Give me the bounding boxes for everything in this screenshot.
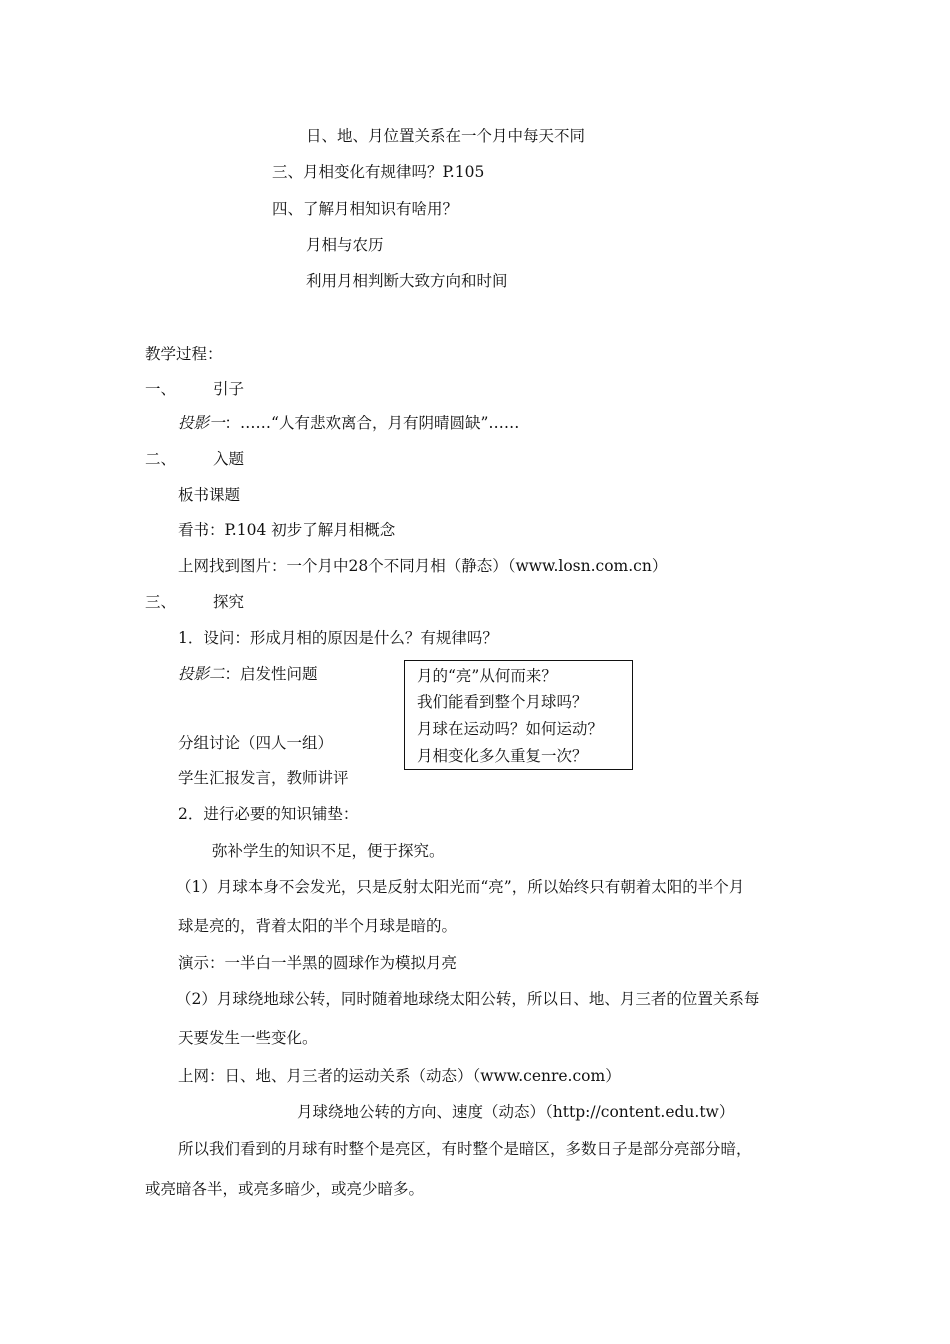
- projection-1-label: 投影一: [178, 414, 225, 432]
- projection-1-text: ：……“人有悲欢离合，月有阴晴圆缺”……: [224, 414, 520, 432]
- demo-line: 演示：一半白一半黑的圆球作为模拟月亮: [178, 954, 458, 972]
- box-line: 我们能看到整个月球吗？: [417, 693, 588, 711]
- box-line: 月球在运动吗？如何运动？: [417, 720, 604, 738]
- point-1-line-2: 球是亮的，背着太阳的半个月球是暗的。: [178, 917, 458, 935]
- point-1-line-1: （1）月球本身不会发光，只是反射太阳光而“亮”，所以始终只有朝着太阳的半个月: [176, 878, 745, 896]
- section-2-title: 入题: [213, 450, 245, 468]
- section-3-number: 三、: [145, 593, 177, 611]
- section-3-title: 探究: [213, 593, 245, 611]
- conclusion-line-1: 所以我们看到的月球有时整个是亮区，有时整个是暗区，多数日子是部分亮部分暗，: [178, 1140, 752, 1158]
- outline-line-2: 三、月相变化有规律吗？P.105: [272, 163, 485, 181]
- section-2-number: 二、: [145, 450, 177, 468]
- question-2: 2．进行必要的知识铺垫：: [178, 805, 359, 823]
- section-2-line-3: 上网找到图片：一个月中28个不同月相（静态）（www.losn.com.cn）: [178, 557, 668, 575]
- section-2-heading: [145, 448, 244, 470]
- question-box: [404, 660, 633, 770]
- section-2-line-2: 看书：P.104 初步了解月相概念: [178, 521, 396, 539]
- point-2-line-2: 天要发生一些变化。: [178, 1029, 318, 1047]
- section-1-title: 引子: [213, 380, 245, 398]
- projection-2-label: 投影二: [178, 665, 225, 683]
- projection-2: [178, 663, 318, 685]
- outline-line-3: 四、了解月相知识有啥用？: [272, 200, 459, 218]
- section-3-heading: [145, 591, 244, 613]
- point-2-line-1: （2）月球绕地球公转，同时随着地球绕太阳公转，所以日、地、月三者的位置关系每: [176, 990, 760, 1008]
- process-title: 教学过程：: [145, 345, 223, 363]
- box-line: 月相变化多久重复一次？: [417, 747, 588, 765]
- knowledge-fill: 弥补学生的知识不足，便于探究。: [212, 842, 445, 860]
- question-1: 1．设问：形成月相的原因是什么？有规律吗？: [178, 629, 498, 647]
- outline-line-4: 月相与农历: [306, 236, 384, 254]
- projection-2-text: ：启发性问题: [224, 665, 318, 683]
- projection-1: [178, 412, 519, 434]
- conclusion-line-2: 或亮暗各半，或亮多暗少，或亮少暗多。: [145, 1180, 425, 1198]
- box-line: 月的“亮”从何而来？: [417, 667, 557, 685]
- section-1-heading: [145, 378, 244, 400]
- outline-line-5: 利用月相判断大致方向和时间: [306, 272, 508, 290]
- student-report: 学生汇报发言，教师讲评: [178, 769, 349, 787]
- outline-line-1: 日、地、月位置关系在一个月中每天不同: [306, 127, 586, 145]
- web-line-1: 上网：日、地、月三者的运动关系（动态）（www.cenre.com）: [178, 1067, 621, 1085]
- group-discussion: 分组讨论（四人一组）: [178, 734, 334, 752]
- web-line-2: 月球绕地公转的方向、速度（动态）（http://content.edu.tw）: [297, 1103, 735, 1121]
- section-2-line-1: 板书课题: [178, 486, 241, 504]
- section-1-number: 一、: [145, 380, 177, 398]
